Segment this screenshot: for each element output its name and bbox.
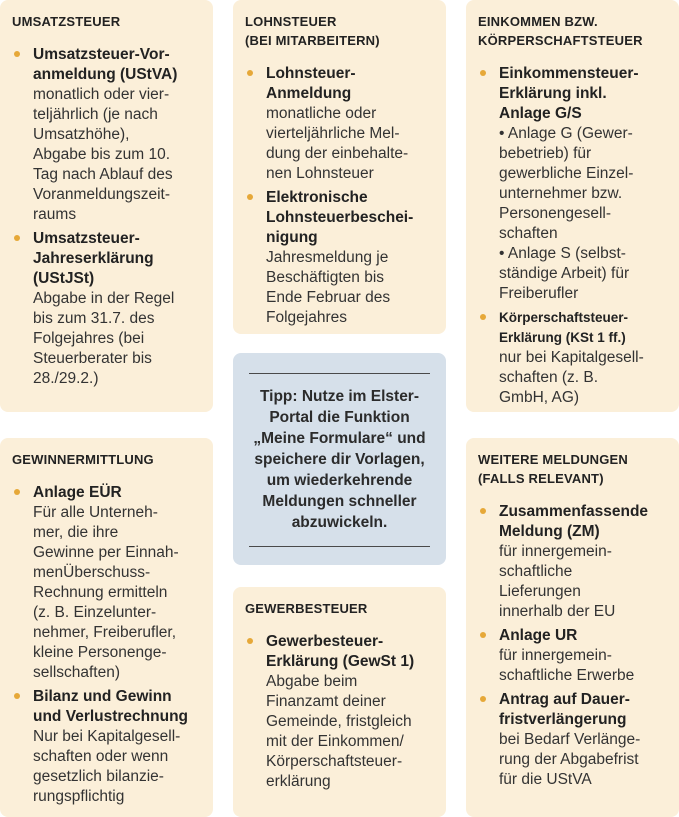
item-description: für innergemein- schaftliche Erwerbe [499, 647, 635, 684]
divider [249, 546, 430, 547]
tip-box [233, 353, 446, 565]
card-title: WEITERE MELDUNGEN (FALLS RELEVANT) [478, 452, 629, 486]
item-description: • Anlage G (Gewer- bebetrieb) für gewerbliche Einzel- unternehmer bzw. Personengesell- schaften • Anlage S (selbst- ständige Arbeit) für Freiberufler [499, 125, 634, 302]
card-einkommen-koerperschaftsteuer [466, 0, 679, 412]
item-heading: Anlage UR [499, 627, 578, 644]
item-description: Nur bei Kapitalgesell- schaften oder wenn gesetzlich bilanzie- rungspflichtig [33, 728, 181, 805]
item-description: monatliche oder vierteljährliche Mel- dung der einbehalte- nen Lohnsteuer [266, 105, 409, 182]
list-item [12, 687, 201, 807]
item-heading: Umsatzsteuer-Vor- anmeldung (UStVA) [33, 46, 178, 83]
list-item [12, 229, 201, 389]
list-item [478, 308, 667, 408]
list-item [245, 64, 434, 184]
item-description: nur bei Kapitalgesell- schaften (z. B. GmbH, AG) [499, 349, 644, 406]
card-gewerbesteuer [233, 587, 446, 817]
item-heading: Gewerbesteuer- Erklärung (GewSt 1) [266, 633, 415, 670]
item-heading: Umsatzsteuer- Jahreserklärung (UStJSt) [33, 230, 154, 287]
card-title: LOHNSTEUER (BEI MITARBEITERN) [245, 14, 380, 48]
item-heading: Elektronische Lohnsteuerbeschei- nigung [266, 189, 414, 246]
bullet-icon [14, 693, 20, 699]
card-title: GEWERBESTEUER [245, 601, 368, 616]
card-title: UMSATZSTEUER [12, 14, 121, 29]
card-umsatzsteuer [0, 0, 213, 412]
tip-text: Tipp: Nutze im Elster- Portal die Funktion „Meine Formulare“ und speichere dir Vorlagen, um wiederkehrende Meldungen schneller abzuwickeln. [253, 388, 426, 531]
bullet-icon [480, 314, 486, 320]
divider [249, 373, 430, 374]
list-item [245, 188, 434, 328]
item-heading: Körperschaftsteuer- Erklärung (KSt 1 ff.) [499, 310, 629, 345]
item-heading: Einkommensteuer- Erklärung inkl. Anlage G/S [499, 65, 639, 122]
list-item [478, 64, 667, 304]
item-heading: Lohnsteuer- Anmeldung [266, 65, 356, 102]
bullet-icon [480, 70, 486, 76]
item-heading: Antrag auf Dauer- fristverlängerung [499, 691, 630, 728]
item-description: Jahresmeldung je Beschäftigten bis Ende Februar des Folgejahres [266, 249, 391, 326]
bullet-icon [14, 51, 20, 57]
list-item [12, 45, 201, 225]
list-item [478, 626, 667, 686]
card-title: GEWINNERMITTLUNG [12, 452, 154, 467]
bullet-icon [247, 194, 253, 200]
list-item [245, 632, 434, 792]
bullet-icon [480, 696, 486, 702]
item-description: monatlich oder vier- teljährlich (je nach Umsatzhöhe), Abgabe bis zum 10. Tag nach Ablauf des Voranmeldungszeit- raums [33, 86, 173, 223]
bullet-icon [480, 508, 486, 514]
list-item [12, 483, 201, 683]
bullet-icon [247, 70, 253, 76]
bullet-icon [247, 638, 253, 644]
list-item [478, 690, 667, 790]
item-description: bei Bedarf Verlänge- rung der Abgabefrist für die UStVA [499, 731, 641, 788]
card-lohnsteuer [233, 0, 446, 334]
card-title: EINKOMMEN BZW. KÖRPERSCHAFTSTEUER [478, 14, 643, 48]
item-heading: Zusammenfassende Meldung (ZM) [499, 503, 649, 540]
bullet-icon [14, 235, 20, 241]
list-item [478, 502, 667, 622]
card-gewinnermittlung [0, 438, 213, 817]
item-description: Abgabe in der Regel bis zum 31.7. des Folgejahres (bei Steuerberater bis 28./29.2.) [33, 290, 175, 387]
bullet-icon [480, 632, 486, 638]
item-description: für innergemein- schaftliche Lieferungen innerhalb der EU [499, 543, 616, 620]
card-weitere-meldungen [466, 438, 679, 817]
item-description: Für alle Unterneh- mer, die ihre Gewinne per Einnah- menÜberschuss- Rechnung ermitteln (z. B. Einzelunter- nehmer, Freiberufler, kleine Personenge- sellschaften) [33, 504, 179, 681]
item-heading: Bilanz und Gewinn und Verlustrechnung [33, 688, 189, 725]
item-heading: Anlage EÜR [33, 484, 122, 501]
bullet-icon [14, 489, 20, 495]
item-description: Abgabe beim Finanzamt deiner Gemeinde, fristgleich mit der Einkommen/ Körperschaftsteuer- erklärung [266, 673, 412, 790]
